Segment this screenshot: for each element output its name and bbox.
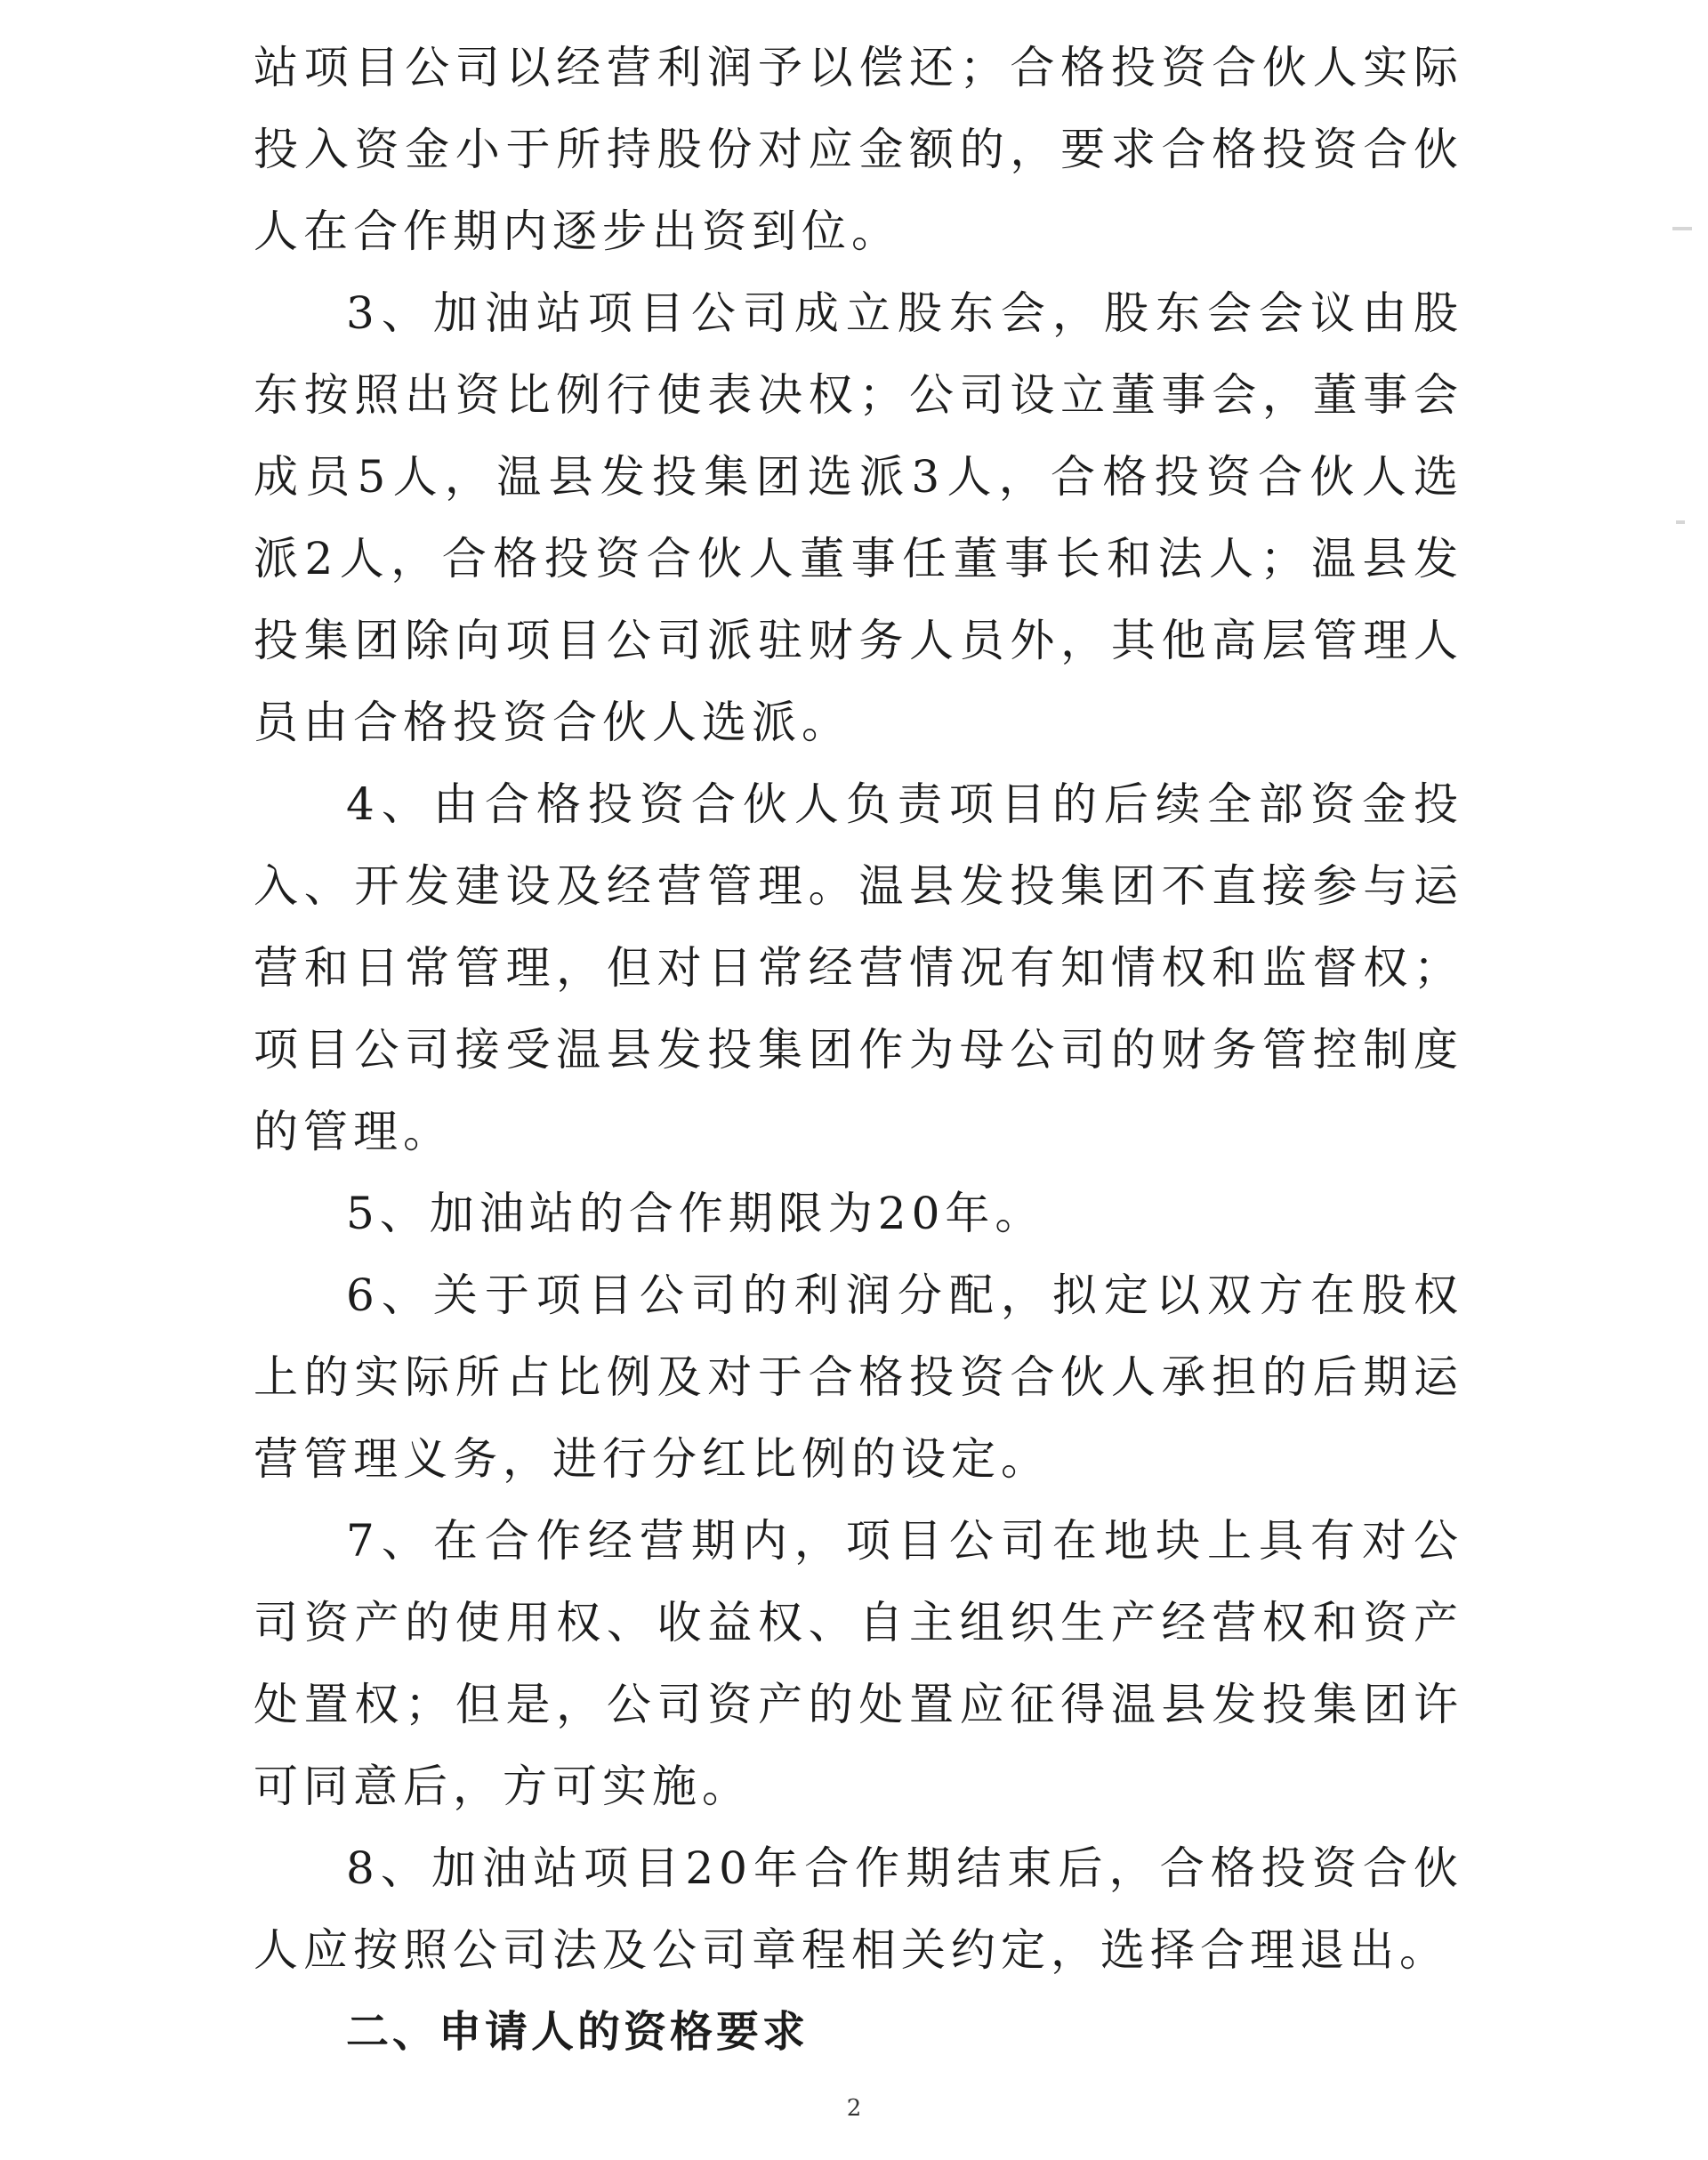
scan-artifact-mark xyxy=(1672,227,1692,230)
scan-artifact-mark xyxy=(1676,520,1685,524)
section-heading: 二、申请人的资格要求 xyxy=(346,2007,810,2057)
paragraph-item-3: 3、加油站项目公司成立股东会，股东会会议由股东按照出资比例行使表决权；公司设立董事会，董事会成员5人，温县发投集团选派3人，合格投资合伙人选派2人，合格投资合伙人董事任董事长和法人；温县发投集团除向项目公司派驻财务人员外，其他高层管理人员由合格投资合伙人选派。 xyxy=(254,287,1463,748)
paragraph-item-6: 6、关于项目公司的利润分配，拟定以双方在股权上的实际所占比例及对于合格投资合伙人承担的后期运营管理义务，进行分红比例的设定。 xyxy=(254,1269,1463,1485)
paragraph-item-4: 4、由合格投资合伙人负责项目的后续全部资金投入、开发建设及经营管理。温县发投集团不直接参与运营和日常管理，但对日常经营情况有知情权和监督权；项目公司接受温县发投集团作为母公司的财务管控制度的管理。 xyxy=(254,778,1463,1157)
page-number: 2 xyxy=(846,2095,862,2122)
paragraph-item-7: 7、在合作经营期内，项目公司在地块上具有对公司资产的使用权、收益权、自主组织生产经营权和资产处置权；但是，公司资产的处置应征得温县发投集团许可同意后，方可实施。 xyxy=(254,1515,1463,1812)
document-body xyxy=(254,27,1463,2073)
paragraph-item-8: 8、加油站项目20年合作期结束后，合格投资合伙人应按照公司法及公司章程相关约定，选择合理退出。 xyxy=(254,1842,1463,1976)
paragraph-continuation: 站项目公司以经营利润予以偿还；合格投资合伙人实际投入资金小于所持股份对应金额的，要求合格投资合伙人在合作期内逐步出资到位。 xyxy=(254,42,1463,257)
paragraph-item-5: 5、加油站的合作期限为20年。 xyxy=(346,1188,1045,1239)
